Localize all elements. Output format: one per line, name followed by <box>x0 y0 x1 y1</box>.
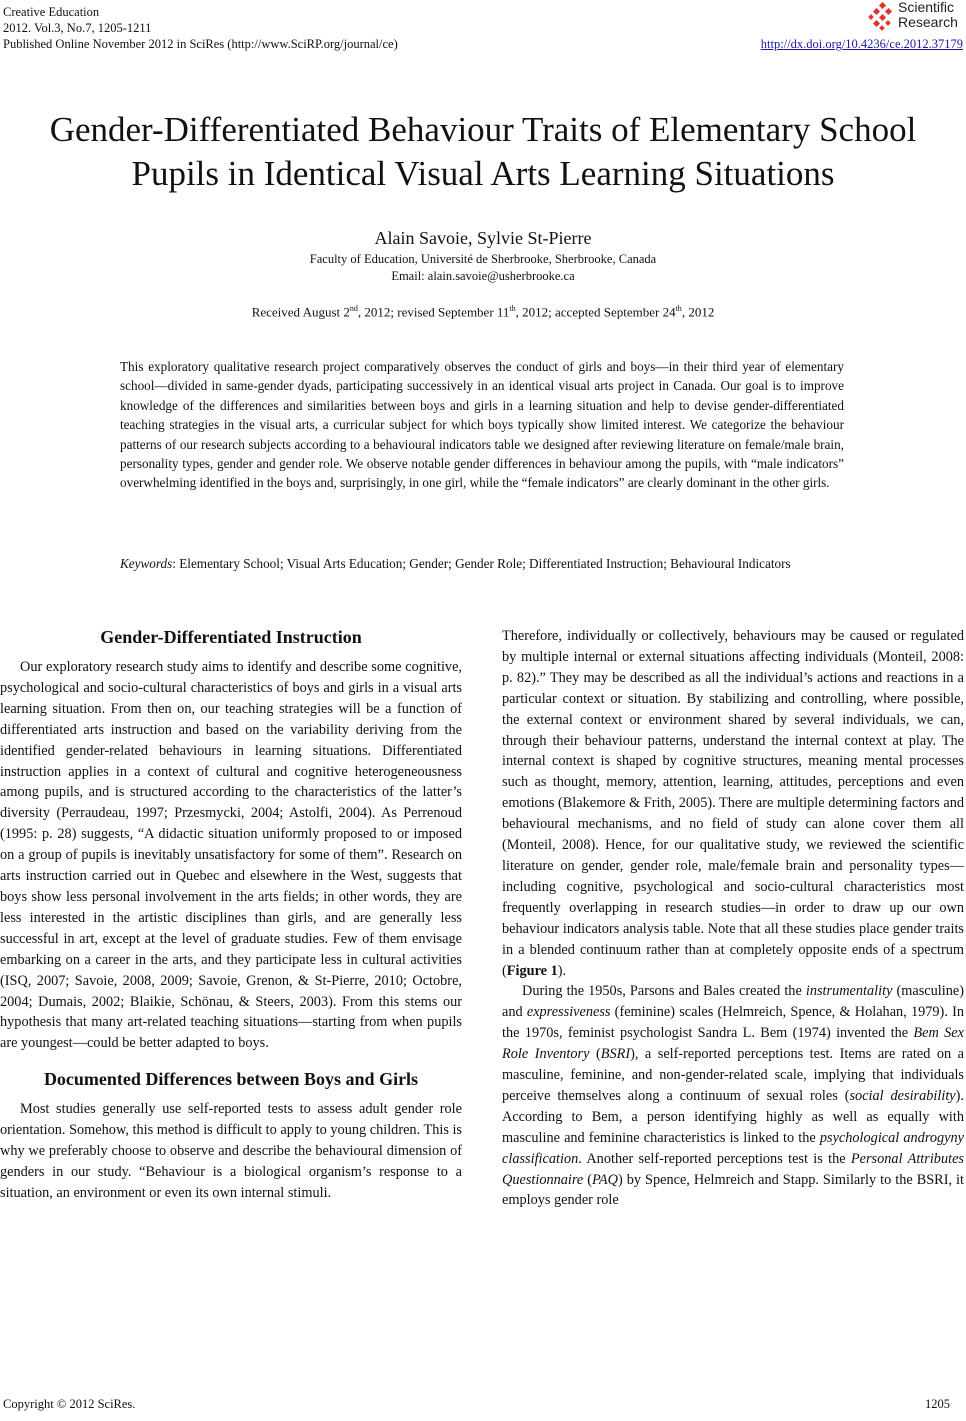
journal-header <box>3 4 398 52</box>
logo-text <box>898 0 958 30</box>
publication-info: Published Online November 2012 in SciRes (http://www.SciRP.org/journal/ce) <box>3 37 398 51</box>
paragraph-text: ( <box>589 1046 601 1063</box>
keywords-values: Elementary School; Visual Arts Education; Gender; Gender Role; Differentiated Instruction; Behavioural Indicators <box>179 556 791 571</box>
title-line-2: Pupils in Identical Visual Arts Learning Situations <box>131 154 835 193</box>
paragraph-text: ) by Spence, Helmreich and Stapp. Similarly to the BSRI, it employs gender role <box>502 1171 964 1209</box>
section-heading-documented-differences: Documented Differences between Boys and Girls <box>43 1069 419 1090</box>
term-psychological-androgyny: psychological androgyny classification <box>502 1129 964 1167</box>
logo-mark-icon <box>868 2 898 32</box>
revised-sup: th <box>509 304 516 313</box>
received-dates <box>0 304 966 320</box>
affiliation-block <box>0 251 966 285</box>
left-column <box>0 626 462 1204</box>
term-bsri: BSRI <box>600 1046 631 1063</box>
paragraph-text: (masculine) and <box>502 983 964 1021</box>
term-paq: PAQ <box>592 1171 618 1188</box>
authors: Alain Savoie, Sylvie St-Pierre <box>374 228 592 248</box>
keywords-label: Keywords <box>120 556 173 571</box>
term-instrumentality: instrumentality <box>805 983 893 1000</box>
paper-title <box>0 108 966 196</box>
term-paq-full: Personal Attributes Questionnaire <box>502 1150 964 1188</box>
email: Email: alain.savoie@usherbrooke.ca <box>391 269 575 283</box>
paragraph <box>502 626 964 981</box>
revised-text: , 2012; revised September 11 <box>357 304 510 320</box>
scientific-research-logo <box>868 0 963 34</box>
dates-tail: , 2012 <box>681 304 715 320</box>
paragraph-text: ). According to Bem, a person identifying highly as well as equally with masculine and feminine characteristics is linked to the <box>502 1087 964 1146</box>
doi-link[interactable]: http://dx.doi.org/10.4236/ce.2012.37179 <box>760 37 963 51</box>
paragraph-text: During the 1950s, Parsons and Bales created the <box>522 983 806 1000</box>
abstract: This exploratory qualitative research project comparatively observes the conduct of girls and boys—in their third year of elementary school—divided in same-gender dyads, participating successively in an identical visual arts project in Canada. Our goal is to improve knowledge of the differences and similarities between boys and girls in a learning situation and help to devise gender-differentiated teaching strategies in the visual arts, a curricular subject for which boys typically show limited interest. We categorize the behaviour patterns of our research subjects according to a behavioural indicators table we designed after reviewing literature on female/male brain, personality types, gender and gender role. We observe notable gender differences in behaviour among the pupils, with “male indicators” overwhelming identified in the boys and, surprisingly, in one girl, while the “female indicators” are clearly dominant in the other girls. <box>120 359 844 491</box>
footer-copyright: Copyright © 2012 SciRes. <box>3 1397 136 1411</box>
accepted-sup: th <box>675 304 682 313</box>
journal-volume: 2012. Vol.3, No.7, 1205-1211 <box>3 21 152 35</box>
affiliation: Faculty of Education, Université de Sherbrooke, Sherbrooke, Canada <box>309 252 657 266</box>
paragraph-text: . Another self-reported perceptions test is the <box>578 1150 851 1167</box>
title-line-1: Gender-Differentiated Behaviour Traits of Elementary School <box>49 110 917 149</box>
keywords: Keywords: Elementary School; Visual Arts Education; Gender; Gender Role; Differentiated Instruction; Behavioural Indicators <box>120 554 844 573</box>
term-social-desirability: social desirability <box>849 1087 956 1104</box>
paragraph-text: ( <box>583 1171 593 1188</box>
accepted-text: , 2012; accepted September 24 <box>515 304 676 320</box>
paragraph: Most studies generally use self-reported tests to assess adult gender role orientation. Somehow, this method is difficult to apply to young children. This is why we preferably choose to observe and describe the behavioural dimension of genders in our study. “Behaviour is a biological organism’s response to a situation, an environment or even its own internal stimuli. <box>0 1101 462 1201</box>
paragraph-text: Therefore, individually or collectively, behaviours may be caused or regulated by multiple internal or external situations affecting individuals (Monteil, 2008: p. 82).” They may be described as all the individual’s actions and reactions in a particular context or situation. By stabilizing and controlling, where possible, the external context or environment shared by several individuals, we can, through their behaviour patterns, understand the internal context at play. The internal context is shaped by cognitive structures, meaning mental processes such as thought, memory, attention, learning, attitudes, perceptions and even emotions (Blakemore & Frith, 2005). There are multiple determining factors and behavioural mechanisms, and no field of study can alone cover them all (Monteil, 2008). Hence, for our qualitative study, we reviewed the scientific literature on gender, gender role, male/female brain and personality types—including cognitive, psychological and socio-cultural characteristics most frequently overlapping in research studies—in order to draw up our own behaviour indicators analysis table. Note that all these studies place gender traits in a blended continuum rather than at completely opposite ends of a spectrum ( <box>502 628 964 979</box>
journal-name: Creative Education <box>3 5 100 19</box>
paragraph-text: ). <box>557 962 567 979</box>
received-text: Received August 2 <box>251 304 350 320</box>
received-sup: nd <box>349 304 358 313</box>
logo-line-1: Scientific <box>898 0 955 15</box>
paragraph <box>502 981 964 1211</box>
logo-line-2: Research <box>898 14 958 30</box>
paragraph-text: (feminine) scales (Helmreich, Spence, & Holahan, 1979). In the 1970s, feminist psychologist Sandra L. Bem (1974) invented the <box>502 1004 964 1042</box>
paragraph: Our exploratory research study aims to identify and describe some cognitive, psychological and socio-cultural characteristics of boys and girls in a visual arts learning situation. From then on, our teaching strategies will be a function of differentiated arts instruction and based on the variability deriving from the identified gender-related behaviours in learning situations. Differentiated instruction applies in a context of cultural and cognitive heterogeneousness among pupils, and is structured according to the characteristics of the latter’s diversity (Perraudeau, 1997; Przesmycki, 2004; Astolfi, 2004). As Perrenoud (1995: p. 28) suggests, “A didactic situation uniformly proposed to or imposed on a group of pupils is inevitably unsatisfactory for some of them”. Research on arts instruction carried out in Quebec and elsewhere in the West, suggests that boys show less personal involvement in the arts fields; in other words, they are less interested in the artistic disciplines than girls, and are generally less successful in art, except at the level of graduate studies. Few of them envisage embarking on a career in the arts, and they participate less in cultural activities (ISQ, 2007; Savoie, 2008, 2009; Savoie, Grenon, & St-Pierre, 2010; Octobre, 2004; Dumais, 2002; Blaikie, Schönau, & Steers, 2003). From this stems our hypothesis that many art-related teaching situations—starting from when pupils are youngest—could be better adapted to boys. <box>0 659 462 1052</box>
term-bem-sex-role-inventory: Bem Sex Role Inventory <box>502 1025 964 1063</box>
paragraph-text: ), a self-reported perceptions test. Items are rated on a masculine, feminine, and non-gender-related scale, implying that individuals perceive themselves along a continuum of sexual roles ( <box>502 1046 964 1104</box>
right-column <box>502 626 964 1211</box>
section-heading-gender-differentiated-instruction: Gender-Differentiated Instruction <box>100 627 362 647</box>
figure-1-reference[interactable]: Figure 1 <box>506 962 558 979</box>
term-expressiveness: expressiveness <box>526 1004 611 1021</box>
footer-page-number: 1205 <box>925 1397 950 1411</box>
